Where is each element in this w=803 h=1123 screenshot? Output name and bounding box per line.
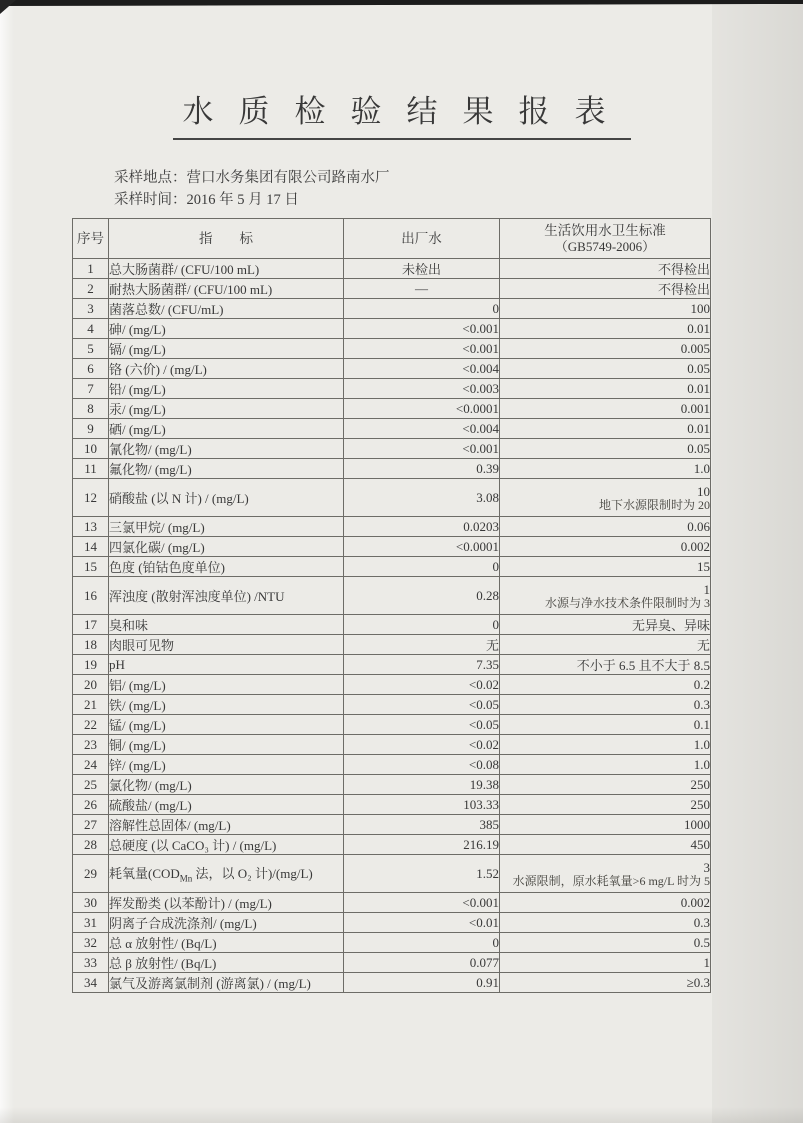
cell-indicator: 溶解性总固体/ (mg/L) (109, 815, 344, 835)
scan-artifact-bottom-shadow (0, 1107, 803, 1123)
table-row (73, 459, 711, 479)
cell-indicator: 总 β 放射性/ (Bq/L) (109, 953, 344, 973)
cell-row-number: 13 (73, 517, 109, 537)
col-header-standard-line2: （GB5749-2006） (554, 238, 656, 254)
cell-indicator: 浑浊度 (散射浑浊度单位) /NTU (109, 577, 344, 615)
results-table-body (73, 259, 711, 993)
cell-measured-value: 3.08 (344, 479, 500, 517)
cell-standard-limit: 0.002 (500, 893, 711, 913)
cell-measured-value: 103.33 (344, 795, 500, 815)
cell-indicator: 锰/ (mg/L) (109, 715, 344, 735)
cell-measured-value: <0.003 (344, 379, 500, 399)
cell-measured-value: <0.02 (344, 735, 500, 755)
table-row (73, 775, 711, 795)
cell-row-number: 8 (73, 399, 109, 419)
table-row (73, 695, 711, 715)
table-row (73, 419, 711, 439)
cell-indicator: 硫酸盐/ (mg/L) (109, 795, 344, 815)
cell-row-number: 12 (73, 479, 109, 517)
table-row (73, 299, 711, 319)
table-row (73, 635, 711, 655)
cell-measured-value: 1.52 (344, 855, 500, 893)
cell-indicator: 硒/ (mg/L) (109, 419, 344, 439)
cell-standard-limit: 250 (500, 795, 711, 815)
table-row (73, 379, 711, 399)
cell-row-number: 28 (73, 835, 109, 855)
cell-standard-limit: 0.1 (500, 715, 711, 735)
cell-measured-value: <0.05 (344, 695, 500, 715)
cell-indicator: 氯气及游离氯制剂 (游离氯) / (mg/L) (109, 973, 344, 993)
cell-indicator: 三氯甲烷/ (mg/L) (109, 517, 344, 537)
cell-measured-value: <0.05 (344, 715, 500, 735)
sampling-location-line (114, 168, 390, 190)
cell-row-number: 11 (73, 459, 109, 479)
table-row (73, 933, 711, 953)
cell-row-number: 14 (73, 537, 109, 557)
col-header-no: 序号 (73, 219, 109, 259)
cell-indicator: 肉眼可见物 (109, 635, 344, 655)
cell-row-number: 27 (73, 815, 109, 835)
standard-limit-line2: 地下水源限制时为 20 (598, 497, 710, 512)
cell-standard-limit: 0.05 (500, 359, 711, 379)
table-row (73, 715, 711, 735)
cell-row-number: 29 (73, 855, 109, 893)
cell-row-number: 18 (73, 635, 109, 655)
table-row (73, 279, 711, 299)
cell-standard-limit: 1000 (500, 815, 711, 835)
cell-row-number: 2 (73, 279, 109, 299)
cell-standard-limit: 450 (500, 835, 711, 855)
cell-indicator: 铝/ (mg/L) (109, 675, 344, 695)
cell-row-number: 9 (73, 419, 109, 439)
cell-standard-limit: 1.0 (500, 459, 711, 479)
cell-measured-value: 0.0203 (344, 517, 500, 537)
col-header-standard (500, 219, 711, 259)
table-row (73, 755, 711, 775)
cell-measured-value: 0 (344, 299, 500, 319)
cell-measured-value: 未检出 (344, 259, 500, 279)
cell-standard-limit: 不得检出 (500, 279, 711, 299)
cell-row-number: 24 (73, 755, 109, 775)
table-row (73, 735, 711, 755)
table-header-row (73, 219, 711, 259)
cell-row-number: 4 (73, 319, 109, 339)
table-row (73, 973, 711, 993)
cell-measured-value: 0.28 (344, 577, 500, 615)
cell-row-number: 32 (73, 933, 109, 953)
col-header-value: 出厂水 (344, 219, 500, 259)
cell-indicator: 锌/ (mg/L) (109, 755, 344, 775)
table-row (73, 339, 711, 359)
cell-standard-limit: 1 (500, 953, 711, 973)
standard-limit-line1: 10 (697, 483, 710, 499)
cell-indicator: 铁/ (mg/L) (109, 695, 344, 715)
cell-indicator: 臭和味 (109, 615, 344, 635)
cell-standard-limit: 无异臭、异味 (500, 615, 711, 635)
cell-measured-value: 0.077 (344, 953, 500, 973)
cell-standard-limit: 15 (500, 557, 711, 577)
cell-measured-value: <0.004 (344, 419, 500, 439)
cell-measured-value: 无 (344, 635, 500, 655)
table-row (73, 557, 711, 577)
cell-measured-value: <0.004 (344, 359, 500, 379)
cell-standard-limit (500, 855, 711, 893)
cell-standard-limit: 250 (500, 775, 711, 795)
cell-row-number: 25 (73, 775, 109, 795)
cell-measured-value: <0.02 (344, 675, 500, 695)
cell-measured-value: 385 (344, 815, 500, 835)
cell-measured-value: 0 (344, 615, 500, 635)
cell-measured-value: 0 (344, 557, 500, 577)
cell-standard-limit: 0.3 (500, 695, 711, 715)
table-row (73, 913, 711, 933)
cell-indicator: 汞/ (mg/L) (109, 399, 344, 419)
cell-standard-limit: 100 (500, 299, 711, 319)
results-table (72, 218, 711, 993)
cell-indicator: 总大肠菌群/ (CFU/100 mL) (109, 259, 344, 279)
cell-indicator: 色度 (铂钴色度单位) (109, 557, 344, 577)
standard-limit-line2: 水源限制，原水耗氧量>6 mg/L 时为 5 (512, 873, 710, 888)
cell-indicator: 阴离子合成洗涤剂/ (mg/L) (109, 913, 344, 933)
cell-measured-value: <0.001 (344, 339, 500, 359)
cell-measured-value: — (344, 279, 500, 299)
cell-standard-limit: 1.0 (500, 755, 711, 775)
cell-measured-value: <0.001 (344, 319, 500, 339)
table-row (73, 517, 711, 537)
cell-indicator: 耐热大肠菌群/ (CFU/100 mL) (109, 279, 344, 299)
table-row (73, 655, 711, 675)
cell-indicator: 氰化物/ (mg/L) (109, 439, 344, 459)
cell-measured-value: 0.39 (344, 459, 500, 479)
cell-row-number: 34 (73, 973, 109, 993)
standard-limit-line1: 3 (703, 859, 710, 875)
cell-row-number: 15 (73, 557, 109, 577)
cell-standard-limit: 无 (500, 635, 711, 655)
cell-indicator: 挥发酚类 (以苯酚计) / (mg/L) (109, 893, 344, 913)
sampling-time-label: 采样时间： (114, 191, 187, 208)
cell-standard-limit: 0.5 (500, 933, 711, 953)
cell-row-number: 19 (73, 655, 109, 675)
cell-measured-value: <0.001 (344, 893, 500, 913)
table-row (73, 835, 711, 855)
table-row (73, 815, 711, 835)
scan-artifact-right-shadow (712, 0, 803, 1123)
cell-row-number: 16 (73, 577, 109, 615)
cell-indicator: 氟化物/ (mg/L) (109, 459, 344, 479)
cell-indicator: 铜/ (mg/L) (109, 735, 344, 755)
cell-indicator: 菌落总数/ (CFU/mL) (109, 299, 344, 319)
cell-row-number: 23 (73, 735, 109, 755)
cell-standard-limit: 0.01 (500, 419, 711, 439)
cell-indicator: 四氯化碳/ (mg/L) (109, 537, 344, 557)
sampling-location-label: 采样地点： (114, 170, 187, 186)
scan-artifact-top-edge (0, 0, 803, 6)
cell-row-number: 33 (73, 953, 109, 973)
col-header-indicator: 指 标 (109, 219, 344, 259)
cell-measured-value: 216.19 (344, 835, 500, 855)
cell-measured-value: <0.0001 (344, 537, 500, 557)
cell-indicator: 镉/ (mg/L) (109, 339, 344, 359)
cell-measured-value: <0.08 (344, 755, 500, 775)
sampling-info (114, 168, 390, 211)
cell-row-number: 17 (73, 615, 109, 635)
cell-standard-limit: 0.01 (500, 379, 711, 399)
table-row (73, 953, 711, 973)
cell-row-number: 26 (73, 795, 109, 815)
cell-standard-limit (500, 479, 711, 517)
cell-standard-limit (500, 577, 711, 615)
scan-artifact-left-light (0, 0, 14, 1123)
table-row (73, 479, 711, 517)
table-row (73, 537, 711, 557)
cell-standard-limit: 0.001 (500, 399, 711, 419)
table-row (73, 855, 711, 893)
cell-standard-limit: 0.005 (500, 339, 711, 359)
cell-standard-limit: 0.06 (500, 517, 711, 537)
cell-standard-limit: 1.0 (500, 735, 711, 755)
cell-measured-value: <0.0001 (344, 399, 500, 419)
cell-measured-value: <0.001 (344, 439, 500, 459)
table-row (73, 675, 711, 695)
cell-standard-limit: 0.2 (500, 675, 711, 695)
cell-standard-limit: 0.05 (500, 439, 711, 459)
table-row (73, 359, 711, 379)
cell-indicator: 铅/ (mg/L) (109, 379, 344, 399)
table-row (73, 795, 711, 815)
col-header-standard-line1: 生活饮用水卫生标准 (544, 222, 666, 238)
cell-row-number: 3 (73, 299, 109, 319)
table-row (73, 439, 711, 459)
cell-row-number: 6 (73, 359, 109, 379)
cell-standard-limit: 不得检出 (500, 259, 711, 279)
cell-standard-limit: ≥0.3 (500, 973, 711, 993)
cell-row-number: 31 (73, 913, 109, 933)
sampling-time-value: 2016 年 5 月 17 日 (186, 191, 299, 208)
cell-row-number: 20 (73, 675, 109, 695)
cell-row-number: 5 (73, 339, 109, 359)
cell-standard-limit: 0.01 (500, 319, 711, 339)
cell-row-number: 21 (73, 695, 109, 715)
standard-limit-line1: 1 (703, 581, 710, 597)
cell-row-number: 22 (73, 715, 109, 735)
table-row (73, 319, 711, 339)
cell-row-number: 10 (73, 439, 109, 459)
cell-indicator: 铬 (六价) / (mg/L) (109, 359, 344, 379)
cell-row-number: 30 (73, 893, 109, 913)
cell-measured-value: 7.35 (344, 655, 500, 675)
cell-indicator: 总 α 放射性/ (Bq/L) (109, 933, 344, 953)
cell-indicator: 氯化物/ (mg/L) (109, 775, 344, 795)
cell-measured-value: 0 (344, 933, 500, 953)
table-row (73, 399, 711, 419)
table-row (73, 893, 711, 913)
standard-limit-line2: 水源与净水技术条件限制时为 3 (544, 595, 710, 610)
cell-standard-limit: 0.3 (500, 913, 711, 933)
table-row (73, 577, 711, 615)
cell-indicator: pH (109, 655, 344, 675)
table-row (73, 615, 711, 635)
cell-indicator: 耗氧量($COD_{Mn}$ 法，以 O₂ 计)/(mg/L) (109, 855, 344, 893)
cell-measured-value: 19.38 (344, 775, 500, 795)
cell-measured-value: <0.01 (344, 913, 500, 933)
cell-row-number: 7 (73, 379, 109, 399)
cell-row-number: 1 (73, 259, 109, 279)
report-title: 水质检验结果报表 (173, 86, 631, 140)
cell-indicator: 砷/ (mg/L) (109, 319, 344, 339)
table-row (73, 259, 711, 279)
cell-standard-limit: 0.002 (500, 537, 711, 557)
cell-standard-limit: 不小于 6.5 且不大于 8.5 (500, 655, 711, 675)
cell-measured-value: 0.91 (344, 973, 500, 993)
cell-indicator: 总硬度 (以 CaCO₃ 计) / (mg/L) (109, 835, 344, 855)
sampling-time-line (114, 190, 390, 212)
cell-indicator: 硝酸盐 (以 N 计) / (mg/L) (109, 479, 344, 517)
sampling-location-value: 营口水务集团有限公司路南水厂 (186, 170, 390, 186)
title-area (0, 86, 803, 140)
